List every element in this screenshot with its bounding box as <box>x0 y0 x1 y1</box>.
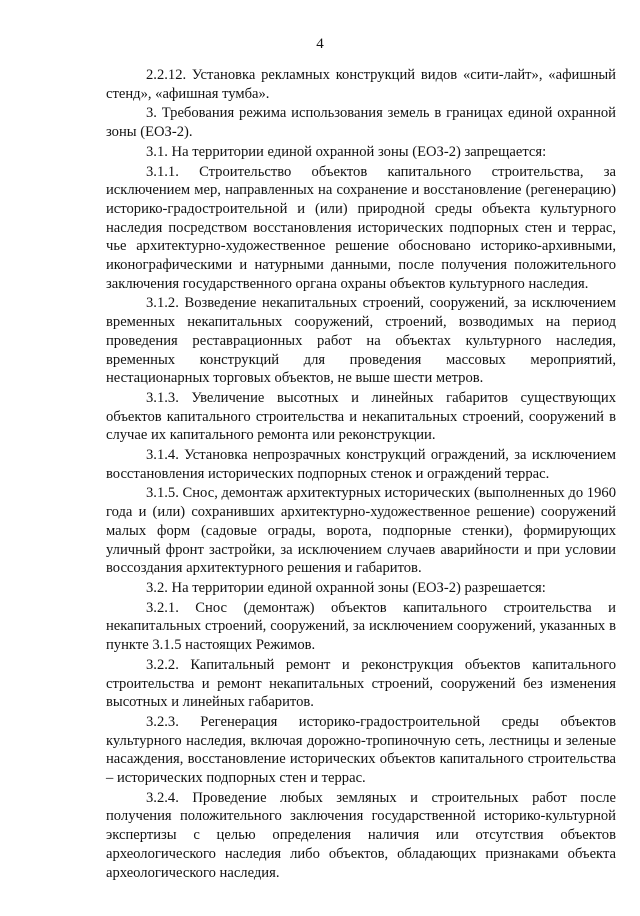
paragraph-3-1-1: 3.1.1. Строительство объектов капитального строительства, за исключением мер, направленных на сохранение и восстановление (регенерацию) историко-градостроительной и (или) природной среды объекта культурного наследия посредством восстановления исторических подпорных стен и террас, чье архитектурно-художественное решение обосновано историко-архивными, иконографическими и натурными данными, после получения положительного заключения государственного органа охраны объектов культурного наследия. <box>106 163 616 292</box>
paragraph-2-2-12: 2.2.12. Установка рекламных конструкций видов «сити-лайт», «афишный стенд», «афишная тумба». <box>106 67 616 102</box>
paragraph-3-1-heading: 3.1. На территории единой охранной зоны (ЕОЗ-2) запрещается: <box>146 143 547 160</box>
paragraph-3-2-heading: 3.2. На территории единой охранной зоны (ЕОЗ-2) разрешается: <box>146 579 546 596</box>
paragraph-3-2-1: 3.2.1. Снос (демонтаж) объектов капитального строительства и некапитальных строений, сооружений, за исключением сооружений, указанных в пункте 3.1.5 настоящих Режимов. <box>106 599 616 654</box>
paragraph-3-1-3: 3.1.3. Увеличение высотных и линейных габаритов существующих объектов капитального строительства и некапитальных строений, сооружений в случае их капитального ремонта или реконструкции. <box>106 389 616 444</box>
paragraph-3-2-3: 3.2.3. Регенерация историко-градостроительной среды объектов культурного наследия, включая дорожно-тропиночную сеть, лестницы и зеленые насаждения, восстановление исторических объектов капитального строительства – исторических подпорных стен и террас. <box>106 713 616 787</box>
paragraph-3-2-2: 3.2.2. Капитальный ремонт и реконструкция объектов капитального строительства и ремонт некапитальных строений, сооружений без изменения высотных и линейных габаритов. <box>106 656 616 711</box>
paragraph-3-1-5: 3.1.5. Снос, демонтаж архитектурных исторических (выполненных до 1960 года и (или) сохранивших архитектурно-художественное решение) сооружений малых форм (садовые ограды, ворота, подпорные стенки), формирующих уличный фронт застройки, за исключением случаев аварийности и при условии воссоздания архитектурного решения и габаритов. <box>106 485 616 577</box>
paragraph-3-1-4: 3.1.4. Установка непрозрачных конструкций ограждений, за исключением восстановления исторических подпорных стенок и ограждений террас. <box>106 447 616 482</box>
paragraph-3-1-2: 3.1.2. Возведение некапитальных строений, сооружений, за исключением временных некапитальных сооружений, строений, возводимых на период проведения реставрационных работ на объектах культурного наследия, временных конструкций для проведения массовых мероприятий, нестационарных торговых объектов, не выше шести метров. <box>106 295 616 387</box>
page-number: 4 <box>316 36 324 52</box>
document-body <box>106 66 616 882</box>
paragraph-3-2-4: 3.2.4. Проведение любых земляных и строительных работ после получения положительного заключения государственной историко-культурной экспертизы с целью определения наличия или отсутствия объектов археологического наследия либо объектов, обладающих признаками объекта археологического наследия. <box>106 789 616 881</box>
paragraph-3-heading: 3. Требования режима использования земель в границах единой охранной зоны (ЕОЗ-2). <box>106 105 616 141</box>
